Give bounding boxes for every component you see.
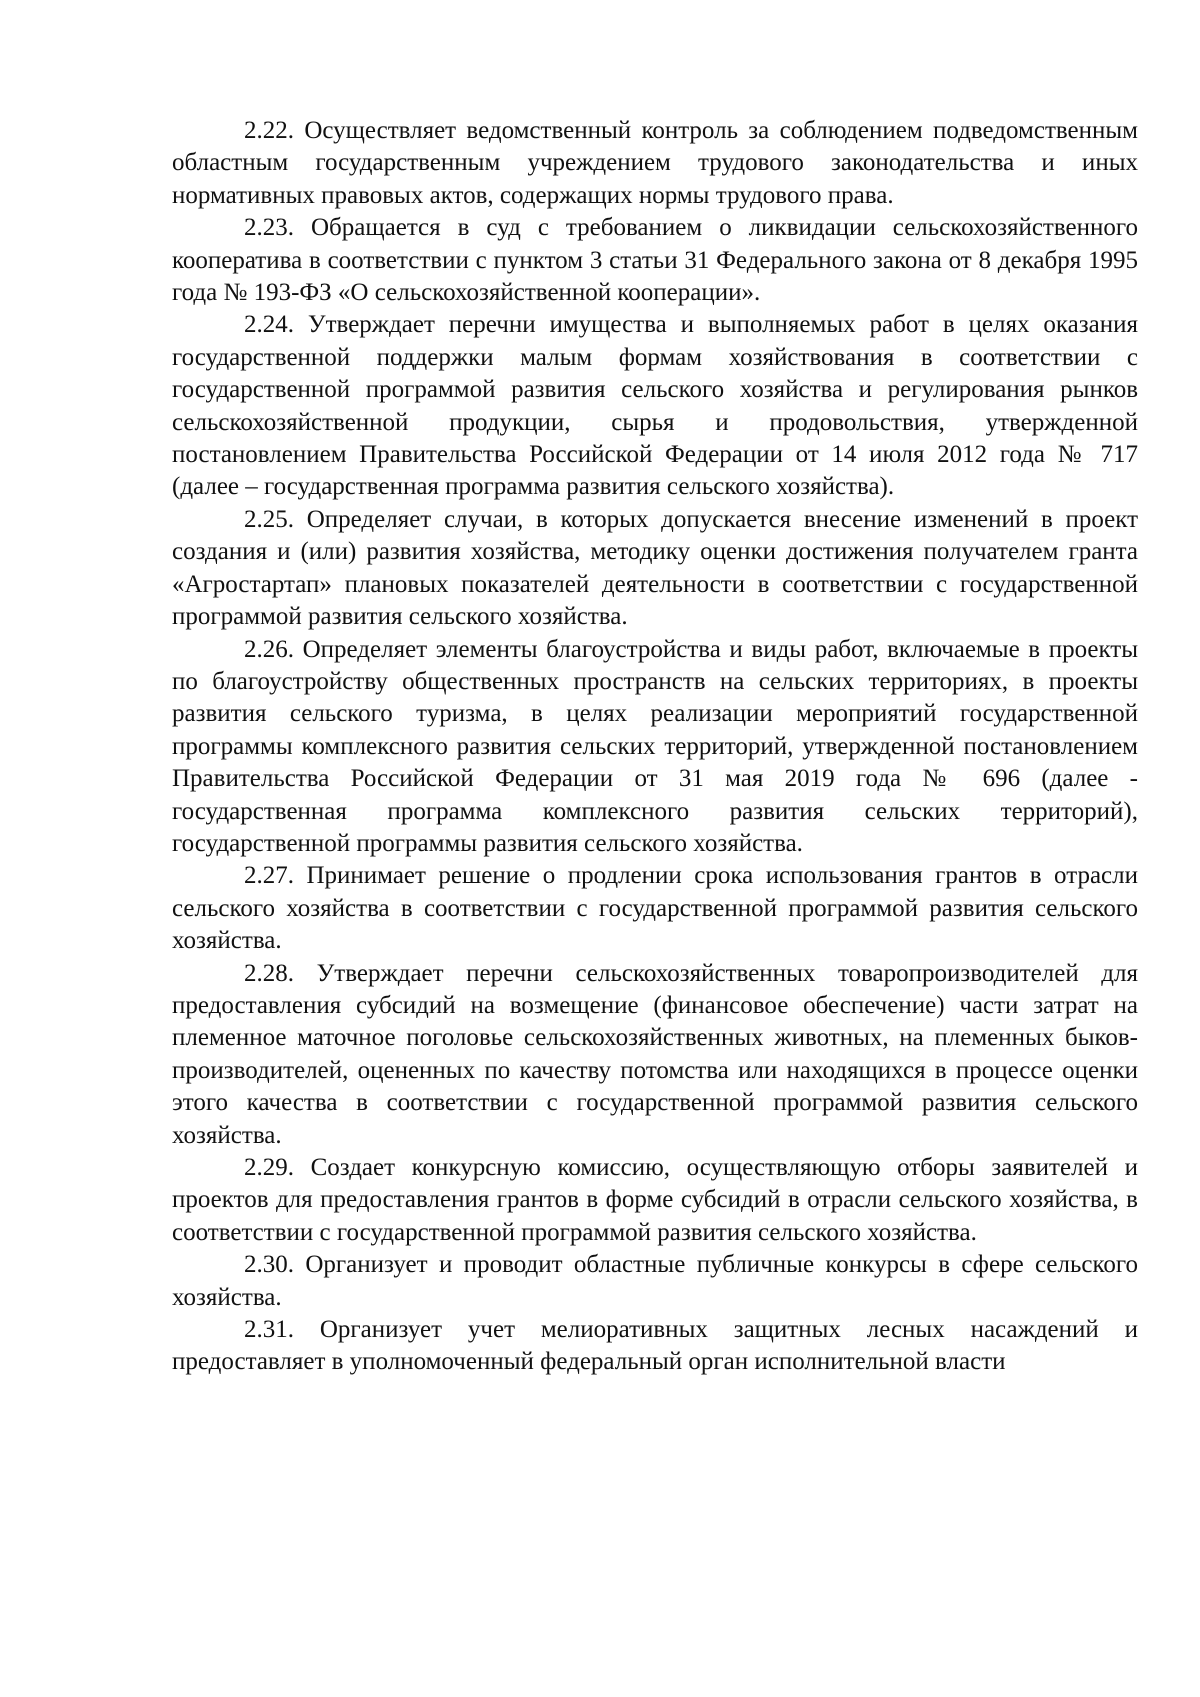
document-page — [172, 115, 1138, 1379]
paragraph-text: Обращается в суд с требованием о ликвидации сельскохозяйственного кооператива в соответствии с пунктом 3 статьи 31 Федерального закона от 8 декабря 1995 года № 193-ФЗ «О сельскохозяйственной кооперации». — [172, 214, 1139, 307]
paragraph-2-31 — [172, 1314, 1138, 1379]
paragraph-number: 2.23. — [244, 214, 294, 242]
paragraph-number: 2.22. — [244, 117, 294, 144]
paragraph-number: 2.29. — [244, 1154, 294, 1181]
paragraph-text: Определяет случаи, в которых допускается внесение изменений в проект создания и (или) развития хозяйства, методику оценки достижения получателем гранта «Агростартап» плановых показателей деятельности в соответствии с государственной программой развития сельского хозяйства. — [172, 505, 1138, 631]
paragraph-text: Утверждает перечни сельскохозяйственных товаропроизводителей для предоставления субсидий на возмещение (финансовое обеспечение) части затрат на племенное маточное поголовье сельскохозяйственных животных, на племенных быков-производителей, оцененных по качеству потомства или находящихся в процессе оценки этого качества в соответствии с государственной программой развития сельского хозяйства. — [172, 959, 1138, 1149]
paragraph-text: Организует и проводит областные публичные конкурсы в сфере сельского хозяйства. — [172, 1251, 1139, 1311]
paragraph-number: 2.30. — [244, 1251, 294, 1279]
paragraph-number: 2.24. — [244, 311, 294, 339]
paragraph-text: Принимает решение о продлении срока использования грантов в отрасли сельского хозяйства в соответствии с государственной программой развития сельского хозяйства. — [172, 862, 1138, 955]
paragraph-2-25 — [172, 504, 1138, 634]
paragraph-text: Осуществляет ведомственный контроль за соблюдением подведомственным областным государственным учреждением трудового законодательства и иных нормативных правовых актов, содержащих нормы трудового права. — [172, 117, 1138, 209]
paragraph-text: Организует учет мелиоративных защитных лесных насаждений и предоставляет в уполномоченный федеральный орган исполнительной власти — [172, 1316, 1138, 1376]
paragraph-2-29 — [172, 1152, 1138, 1249]
paragraph-number: 2.26. — [244, 635, 294, 663]
paragraph-2-23 — [172, 212, 1138, 309]
paragraph-2-30 — [172, 1249, 1138, 1314]
paragraph-2-28 — [172, 958, 1138, 1152]
paragraph-text: Утверждает перечни имущества и выполняемых работ в целях оказания государственной поддержки малым формам хозяйствования в соответствии с государственной программой развития сельского хозяйства и регулирования рынков сельскохозяйственной продукции, сырья и продовольствия, утвержденной постановлением Правительства Российской Федерации от 14 июля 2012 года № 717 (далее – государственная программа развития сельского хозяйства). — [172, 311, 1138, 501]
paragraph-2-26 — [172, 634, 1138, 861]
paragraph-number: 2.25. — [244, 505, 294, 533]
paragraph-number: 2.28. — [244, 959, 294, 987]
paragraph-2-22 — [172, 115, 1138, 212]
paragraph-number: 2.27. — [244, 862, 294, 890]
paragraph-text: Создает конкурсную комиссию, осуществляющую отборы заявителей и проектов для предоставления грантов в форме субсидий в отрасли сельского хозяйства, в соответствии с государственной программой развития сельского хозяйства. — [172, 1154, 1138, 1246]
paragraph-2-27 — [172, 860, 1138, 957]
paragraph-text: Определяет элементы благоустройства и виды работ, включаемые в проекты по благоустройству общественных пространств на сельских территориях, в проекты развития сельского туризма, в целях реализации мероприятий государственной программы комплексного развития сельских территорий, утвержденной постановлением Правительства Российской Федерации от 31 мая 2019 года № 696 (далее - государственная программа комплексного развития сельских территорий), государственной программы развития сельского хозяйства. — [172, 635, 1139, 857]
paragraph-2-24 — [172, 309, 1138, 503]
paragraph-number: 2.31. — [244, 1316, 294, 1344]
